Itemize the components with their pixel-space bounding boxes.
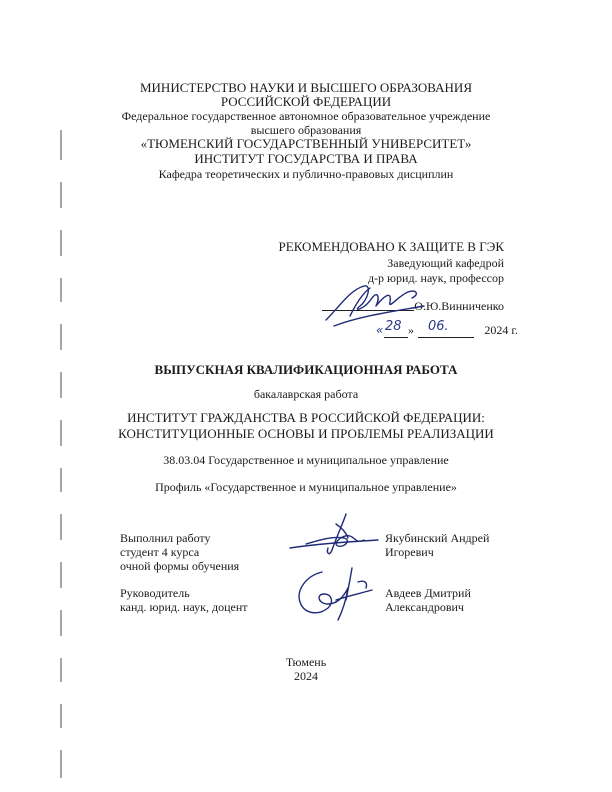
supervisor-label-2: канд. юрид. наук, доцент — [120, 600, 248, 614]
date-day: 28 — [385, 319, 402, 334]
author-label-3: очной формы обучения — [120, 559, 240, 573]
institute-name: ИНСТИТУТ ГОСУДАРСТВА И ПРАВА — [194, 151, 418, 166]
supervisor-name-2: Александрович — [385, 600, 464, 614]
city: Тюмень — [285, 655, 327, 669]
ministry-line-2: РОССИЙСКОЙ ФЕДЕРАЦИИ — [220, 94, 392, 109]
date-year: 2024 г. — [484, 323, 518, 337]
supervisor-name-1: Авдеев Дмитрий — [385, 586, 471, 600]
author-label-2: студент 4 курса — [120, 545, 200, 559]
ministry-line-1: МИНИСТЕРСТВО НАУКИ И ВЫСШЕГО ОБРАЗОВАНИЯ — [139, 80, 472, 95]
supervisor-signature — [288, 560, 384, 622]
author-signature — [286, 510, 382, 560]
topic-line-1: ИНСТИТУТ ГРАЖДАНСТВА В РОССИЙСКОЙ ФЕДЕРАЦИИ: — [127, 410, 485, 425]
university-name: «ТЮМЕНСКИЙ ГОСУДАРСТВЕННЫЙ УНИВЕРСИТЕТ» — [140, 136, 472, 151]
date-close-quote: » — [408, 323, 414, 337]
date-month-line — [418, 337, 474, 338]
year: 2024 — [294, 669, 318, 683]
approval-degree: д-р юрид. наук, профессор — [367, 271, 504, 285]
date-month: 06. — [428, 319, 449, 334]
date-day-line — [384, 337, 408, 338]
approval-position: Заведующий кафедрой — [387, 256, 504, 270]
work-subtype: бакалаврская работа — [253, 387, 359, 401]
supervisor-label-1: Руководитель — [120, 586, 190, 600]
author-label-1: Выполнил работу — [120, 531, 211, 545]
approval-name: О.Ю.Винниченко — [414, 299, 504, 313]
approval-date — [376, 319, 518, 339]
date-open-quote: « — [376, 323, 384, 337]
institution-line-1: Федеральное государственное автономное образовательное учреждение — [121, 109, 491, 123]
department-name: Кафедра теоретических и публично-правовых дисциплин — [158, 167, 454, 181]
author-name-1: Якубинский Андрей — [385, 531, 490, 545]
topic-line-2: КОНСТИТУЦИОННЫЕ ОСНОВЫ И ПРОБЛЕМЫ РЕАЛИЗАЦИИ — [118, 426, 494, 441]
author-name-2: Игоревич — [385, 545, 434, 559]
profile: Профиль «Государственное и муниципальное управление» — [155, 480, 457, 494]
approval-title: РЕКОМЕНДОВАНО К ЗАЩИТЕ В ГЭК — [278, 239, 504, 254]
work-type-title: ВЫПУСКНАЯ КВАЛИФИКАЦИОННАЯ РАБОТА — [154, 362, 458, 377]
institution-line-2: высшего образования — [250, 123, 362, 137]
speciality: 38.03.04 Государственное и муниципальное управление — [163, 453, 449, 467]
